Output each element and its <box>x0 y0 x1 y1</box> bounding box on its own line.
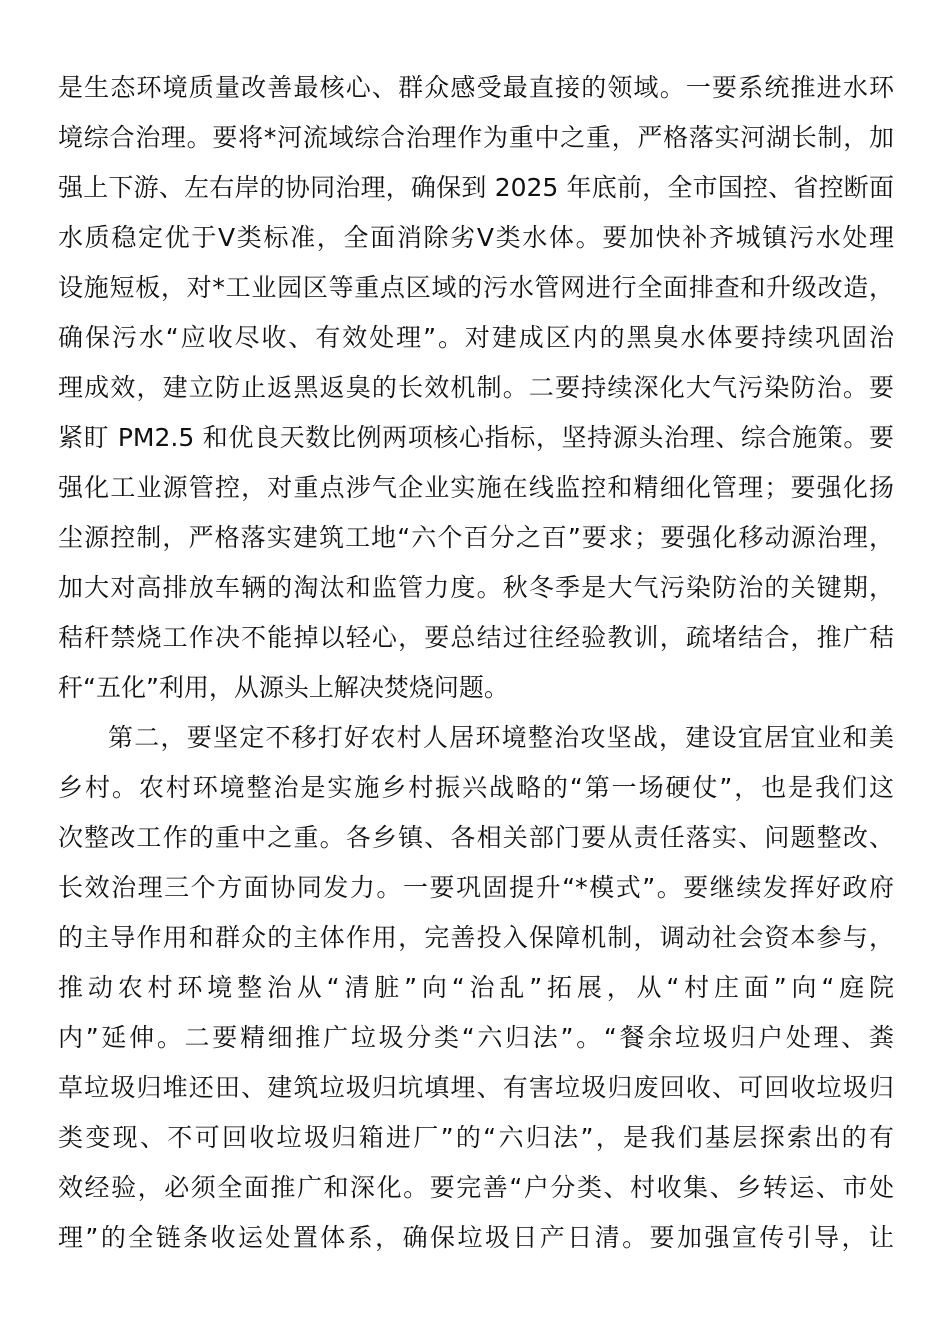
text-line: 理”的全链条收运处置体系，确保垃圾日产日清。要加强宣传引导，让 <box>58 1223 894 1252</box>
text-line: 类变现、不可回收垃圾归箱进厂”的“六归法”，是我们基层探索出的有 <box>58 1123 894 1152</box>
text-line: 尘源控制，严格落实建筑工地“六个百分之百”要求；要强化移动源治理， <box>58 523 894 552</box>
text-line: 秸秆禁烧工作决不能掉以轻心，要总结过往经验教训，疏堵结合，推广秸 <box>58 623 894 652</box>
paragraph-first-line: 第二，要坚定不移打好农村人居环境整治攻坚战，建设宜居宜业和美 <box>108 723 894 752</box>
text-line: 草垃圾归堆还田、建筑垃圾归坑填埋、有害垃圾归废回收、可回收垃圾归 <box>58 1073 894 1102</box>
text-line: 紧盯 PM2.5 和优良天数比例两项核心指标，坚持源头治理、综合施策。要 <box>58 423 894 452</box>
text-line: 设施短板，对*工业园区等重点区域的污水管网进行全面排查和升级改造， <box>58 273 894 302</box>
text-line: 加大对高排放车辆的淘汰和监管力度。秋冬季是大气污染防治的关键期， <box>58 573 894 602</box>
text-line: 内”延伸。二要精细推广垃圾分类“六归法”。“餐余垃圾归户处理、粪 <box>58 1023 894 1052</box>
text-line: 理成效，建立防止返黑返臭的长效机制。二要持续深化大气污染防治。要 <box>58 373 894 402</box>
paragraph-end-line: 秆“五化”利用，从源头上解决焚烧问题。 <box>58 673 509 702</box>
text-line: 推动农村环境整治从“清脏”向“治乱”拓展，从“村庄面”向“庭院 <box>58 973 894 1002</box>
text-line: 是生态环境质量改善最核心、群众感受最直接的领域。一要系统推进水环 <box>58 73 894 102</box>
text-line: 境综合治理。要将*河流域综合治理作为重中之重，严格落实河湖长制，加 <box>58 123 894 152</box>
text-line: 次整改工作的重中之重。各乡镇、各相关部门要从责任落实、问题整改、 <box>58 823 894 852</box>
text-line: 乡村。农村环境整治是实施乡村振兴战略的“第一场硬仗”，也是我们这 <box>58 773 894 802</box>
text-line: 强上下游、左右岸的协同治理，确保到 2025 年底前，全市国控、省控断面 <box>58 173 894 202</box>
text-line: 确保污水“应收尽收、有效处理”。对建成区内的黑臭水体要持续巩固治 <box>58 323 894 352</box>
body-text <box>58 63 894 1263</box>
text-line: 水质稳定优于Ⅴ类标准，全面消除劣Ⅴ类水体。要加快补齐城镇污水处理 <box>58 223 894 252</box>
text-line: 强化工业源管控，对重点涉气企业实施在线监控和精细化管理；要强化扬 <box>58 473 894 502</box>
text-line: 长效治理三个方面协同发力。一要巩固提升“*模式”。要继续发挥好政府 <box>58 873 894 902</box>
text-line: 的主导作用和群众的主体作用，完善投入保障机制，调动社会资本参与， <box>58 923 894 952</box>
text-line: 效经验，必须全面推广和深化。要完善“户分类、村收集、乡转运、市处 <box>58 1173 894 1202</box>
